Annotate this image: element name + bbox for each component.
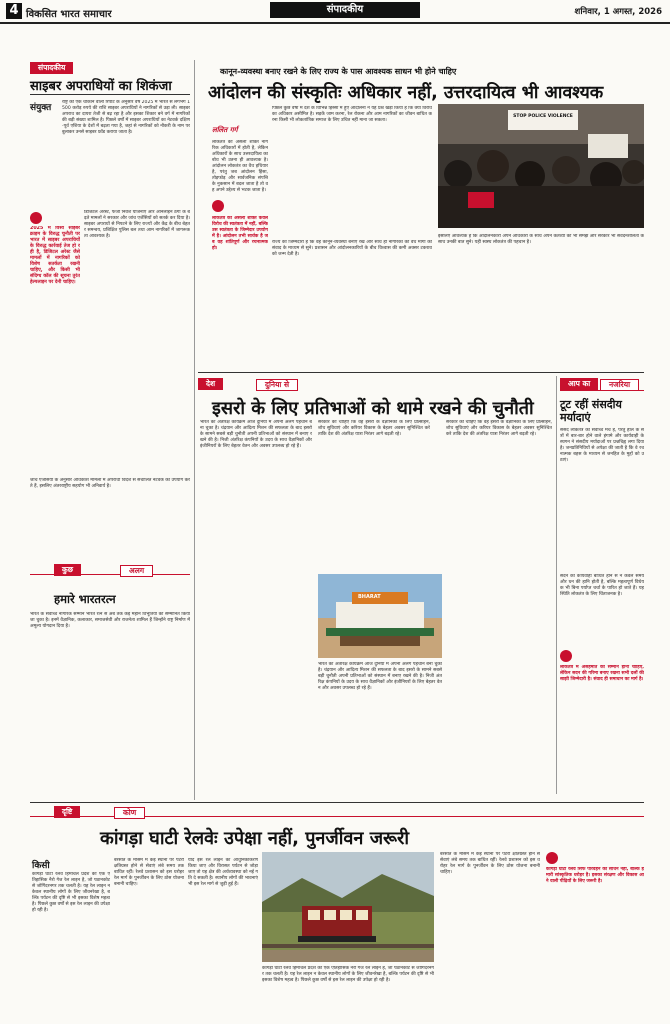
drop-icon — [560, 650, 572, 662]
sub-headline: हमारे भारतरत्न — [54, 592, 116, 606]
top-story-author: ललित गर्ग — [212, 126, 238, 134]
top-story-body-d: इसलिए आवश्यक है कि आंदोलनकारी अपने अधिकारों के साथ अपने कर्तव्यों को भी समझें और सरकार भी संवेदनशीलता के साथ उनकी बात सुने। यही स्वस्थ लोकतंत्र की पहचान है। — [438, 234, 644, 245]
train-photo — [262, 852, 434, 962]
tag-duniya: दुनिया से — [256, 379, 298, 391]
top-story-body-b: पिछले कुछ वर्षों में देश के विभिन्न हिस्सों में हुए आंदोलनों ने यह प्रश्न खड़ा किया है कि क्या विरोध का अधिकार असीमित है। सड़कें जाम करना, रेल रोकना और आम नागरिकों का जीवन बाधित करना किसी भी लोकतांत्रिक समाज के लिए उचित नहीं माना जा सकता। — [272, 106, 432, 123]
left-body-2: डिजिटल अरेस्ट, फर्जी निवेश योजनाएं और ऑनलाइन ठगी के बढ़ते मामलों ने सरकार और जांच एजेंसियों को सतर्क कर दिया है। साइबर अपराधों से निपटने के लिए राज्यों और केंद्र के बीच बेहतर समन्वय, प्रशिक्षित पुलिस बल तथा आम नागरिकों में जागरूकता आवश्यक है। — [84, 210, 190, 239]
left-body-3: जांच एजेंसियों के अनुसार अधिकांश मामलों में अपराधी विदेश से संचालित नेटवर्क का उपयोग करते हैं, इसलिए अंतरराष्ट्रीय सहयोग भी अनिवार्य है। — [30, 478, 190, 489]
left-body-1: राष्ट्र की एक चौकानें वाली रिपोर्ट के अनुसार वर्ष 2025 में भारत से लगभग 1500 करोड़ रुपये की राशि साइबर अपराधियों ने नागरिकों से उड़ा ली। साइबर अपराध का दायरा तेजी से बढ़ रहा है और इसका शिकार बने वर्ग में नागरिकों की बड़ी संख्या शामिल है। पिछले वर्षों में साइबर अपराधियों का नेटवर्क दक्षिण-पूर्व एशिया के देशों में बढ़ता गया है, जहां से नागरिकों को नौकरी के नाम पर बुलाकर उनसे साइबर फ्रॉड कराया जाता है। — [62, 100, 190, 135]
tag-drishti: दृष्टि — [54, 806, 80, 818]
tag-desh: देश — [198, 378, 223, 390]
top-story-pull-quote: लोकतंत्र की असली शक्ति केवल विरोध की स्वतंत्रता में नहीं, बल्कि उस स्वतंत्रता के जिम्मेदार उपयोग में है। आंदोलन तभी सार्थक है जब वह शांतिपूर्ण और रचनात्मक हो। — [212, 216, 268, 251]
issue-date: शनिवार, 1 अगस्त, 2026 — [574, 7, 662, 17]
divider — [30, 94, 190, 95]
top-story-body-c: राज्य की जिम्मेदारी है कि वह कानून-व्यवस्था बनाए रखे और साथ ही नागरिकों की वैध मांगों को संवाद के माध्यम से सुने। प्रशासन और आंदोलनकारियों के बीच विश्वास की कमी अक्सर टकराव को जन्म देती है। — [272, 240, 432, 257]
left-sub-tags — [30, 566, 190, 575]
drop-icon — [212, 200, 224, 212]
drop-icon — [30, 212, 42, 224]
bottom-body-3: यदि इस रेल लाइन का आधुनिकीकरण किया जाए और विरासत पर्यटन से जोड़ा जाए तो यह क्षेत्र की अर्थव्यवस्था को नई गति दे सकती है। स्थानीय लोगों की भावनाएं भी इस रेल मार्ग से जुड़ी हुई हैं। — [188, 858, 258, 887]
column-divider — [556, 376, 557, 794]
protest-photo — [438, 104, 644, 228]
left-headline: साइबर अपराधियों का शिकंजा — [30, 79, 172, 94]
top-story-headline: आंदोलन की संस्कृतिः अधिकार नहीं, उत्तरदायित्व भी आवश्यक — [208, 83, 604, 103]
right-red-box — [560, 650, 644, 790]
right-tags — [560, 378, 644, 391]
section-tag-editorial: संपादकीय — [30, 62, 73, 74]
bottom-red-box — [546, 852, 644, 1014]
bottom-body-5: बरसात के मौसम में कई स्थानों पर पटरी क्षतिग्रस्त होने से सेवाएं लंबे समय तक बाधित रहीं। रेलवे प्रशासन को इस धरोहर रेल मार्ग के पुनर्जीवन के लिए ठोस योजना बनानी चाहिए। — [440, 852, 540, 875]
bottom-pull-quote: कांगड़ा घाटी रेलवे सिर्फ परिवहन का साधन नहीं, बल्कि हमारी सांस्कृतिक धरोहर है। इसका संरक्षण और विकास आने वाली पीढ़ियों के लिए जरूरी है। — [546, 867, 644, 884]
tag-kon: कोण — [114, 807, 145, 819]
tag-alag: अलग — [120, 565, 153, 577]
banner-text: BHARAT — [358, 594, 381, 600]
sub-body: भारत के सर्वोच्च नागरिक सम्मान भारत रत्न से अब तक कई महान विभूतियों को सम्मानित किया जा चुका है। इनमें वैज्ञानिक, कलाकार, समाजसेवी और राजनेता शामिल हैं जिन्होंने राष्ट्र निर्माण में अमूल्य योगदान दिया है। — [30, 612, 190, 629]
top-story-body-a: लोकतंत्र की असली शक्ति नागरिक अधिकारों में होती है, लेकिन अधिकारों के साथ उत्तरदायित्व का बोध भी उतना ही आवश्यक है। आंदोलन लोकतंत्र का वैध हथियार है, परंतु जब आंदोलन हिंसा, तोड़फोड़ और सार्वजनिक संपत्ति के नुकसान में बदल जाता है तो वह अपने उद्देश्य से भटक जाता है। — [212, 140, 268, 193]
section-title: संपादकीय — [270, 2, 420, 18]
bottom-tags — [30, 806, 644, 817]
top-story-kicker: कानून-व्यवस्था बनाए रखने के लिए राज्य के पास आवश्यक साधन भी होने चाहिए — [220, 67, 457, 76]
bottom-body-2: बरसात के मौसम में कई स्थानों पर पटरी क्षतिग्रस्त होने से सेवाएं लंबे समय तक बाधित रहीं। रेलवे प्रशासन को इस धरोहर रेल मार्ग के पुनर्जीवन के लिए ठोस योजना बनानी चाहिए। — [114, 858, 184, 887]
isro-body-2: सरकार को चाहिए कि वह इसरो के वैज्ञानिकों के लिए प्रोत्साहन, शोध सुविधाएं और करियर विकास के बेहतर अवसर सुनिश्चित करे ताकि देश की अंतरिक्ष यात्रा निरंतर आगे बढ़ती रहे। — [318, 420, 430, 437]
paper-name: विकसित भारत समाचार — [26, 9, 112, 20]
bottom-body-1: कांगड़ा घाटी रेलवे हिमाचल प्रदेश की एक ऐतिहासिक नैरो गेज रेल लाइन है, जो पठानकोट से जोगिंदरनगर तक चलती है। यह रेल लाइन न केवल स्थानीय लोगों के लिए जीवनरेखा है, बल्कि पर्यटन की दृष्टि से भी इसका विशेष महत्व है। पिछले कुछ वर्षों से इस रेल लाइन की उपेक्षा हो रही है। — [32, 872, 110, 913]
right-body: संसद लोकतंत्र का सर्वोच्च मंच है, परंतु हाल के सत्रों में बार-बार होने वाले हंगामे और कार्यवाही के स्थगन ने संसदीय मर्यादाओं पर प्रश्नचिह्न लगा दिया है। जनप्रतिनिधियों से अपेक्षा की जाती है कि वे रचनात्मक बहस के माध्यम से जनहित के मुद्दों को उठाएं। — [560, 428, 644, 463]
protest-photo-drawing — [438, 104, 644, 228]
right-body-2: सदन की कार्यवाही बाधित होने से न केवल समय और धन की हानि होती है, बल्कि महत्वपूर्ण विधेयक भी बिना पर्याप्त चर्चा के पारित हो जाते हैं। यह स्थिति लोकतंत्र के लिए चिंताजनक है। — [560, 574, 644, 597]
bottom-byline: किसी — [32, 861, 50, 871]
page-number: 4 — [6, 3, 22, 19]
column-divider — [194, 60, 195, 800]
tag-najariya: नजरिया — [600, 379, 639, 391]
right-headline: टूट रहीं संसदीय मर्यादाएं — [560, 398, 622, 424]
top-story-body-b-col — [272, 106, 432, 236]
right-pull-quote: लोकतंत्र में असहमति का सम्मान होना चाहिए, लेकिन सदन की गरिमा बनाए रखना सभी दलों की साझी जिम्मेदारी है। संवाद ही समाधान का मार्ग है। — [560, 665, 644, 682]
left-red-box — [30, 208, 80, 476]
isro-body-3: भारत का अंतरिक्ष कार्यक्रम आज दुनिया में अपनी अलग पहचान बना चुका है। चंद्रयान और आदित्य मिशन की सफलता के बाद इसरो के सामने सबसे बड़ी चुनौती अपनी प्रतिभाओं को संस्थान में बनाए रखने की है। निजी अंतरिक्ष कंपनियों के उदय के साथ वैज्ञानिकों और इंजीनियरों के लिए बेहतर वेतन और अवसर उपलब्ध हो रहे हैं। — [318, 662, 442, 691]
tag-kuch: कुछ — [54, 564, 81, 576]
isro-body: भारत का अंतरिक्ष कार्यक्रम आज दुनिया में अपनी अलग पहचान बना चुका है। चंद्रयान और आदित्य मिशन की सफलता के बाद इसरो के सामने सबसे बड़ी चुनौती अपनी प्रतिभाओं को संस्थान में बनाए रखने की है। निजी अंतरिक्ष कंपनियों के उदय के साथ वैज्ञानिकों और इंजीनियरों के लिए बेहतर वेतन और अवसर उपलब्ध हो रहे हैं। — [200, 420, 312, 449]
isro-photo-drawing — [318, 574, 442, 658]
bottom-body-4: कांगड़ा घाटी रेलवे हिमाचल प्रदेश की एक ऐतिहासिक नैरो गेज रेल लाइन है, जो पठानकोट से जोगिंदरनगर तक चलती है। यह रेल लाइन न केवल स्थानीय लोगों के लिए जीवनरेखा है, बल्कि पर्यटन की दृष्टि से भी इसका विशेष महत्व है। पिछले कुछ वर्षों से इस रेल लाइन की उपेक्षा हो रही है। — [262, 966, 434, 983]
isro-headline: इसरो के लिए प्रतिभाओं को थामे रखने की चुनौती — [212, 398, 534, 419]
divider — [30, 802, 644, 803]
isro-photo — [318, 574, 442, 658]
masthead — [0, 0, 670, 24]
divider — [198, 372, 644, 373]
protest-sign-text: STOP POLICE VIOLENCE — [513, 114, 573, 119]
tag-aap-ka: आप का — [560, 378, 598, 390]
left-pull-quote: 2025 में विश्व साइबर क्राइम के विरुद्ध चुनौती पर भारत में साइबर अपराधियों के विरुद्ध कार्रवाई तेज हो रही है, डिजिटल अरेस्ट जैसे मामलों में नागरिकों को विशेष सतर्कता रखनी चाहिए, और किसी भी संदिग्ध कॉल की सूचना तुरंत हेल्पलाइन पर देनी चाहिए। — [30, 226, 80, 285]
train-photo-drawing — [262, 852, 434, 962]
left-byline: संयुक्त — [30, 103, 52, 113]
bottom-headline: कांगड़ा घाटी रेलवेः उपेक्षा नहीं, पुनर्जीवन जरूरी — [100, 828, 410, 849]
drop-icon — [546, 852, 558, 864]
isro-body-4: सरकार को चाहिए कि वह इसरो के वैज्ञानिकों के लिए प्रोत्साहन, शोध सुविधाएं और करियर विकास के बेहतर अवसर सुनिश्चित करे ताकि देश की अंतरिक्ष यात्रा निरंतर आगे बढ़ती रहे। — [446, 420, 552, 437]
